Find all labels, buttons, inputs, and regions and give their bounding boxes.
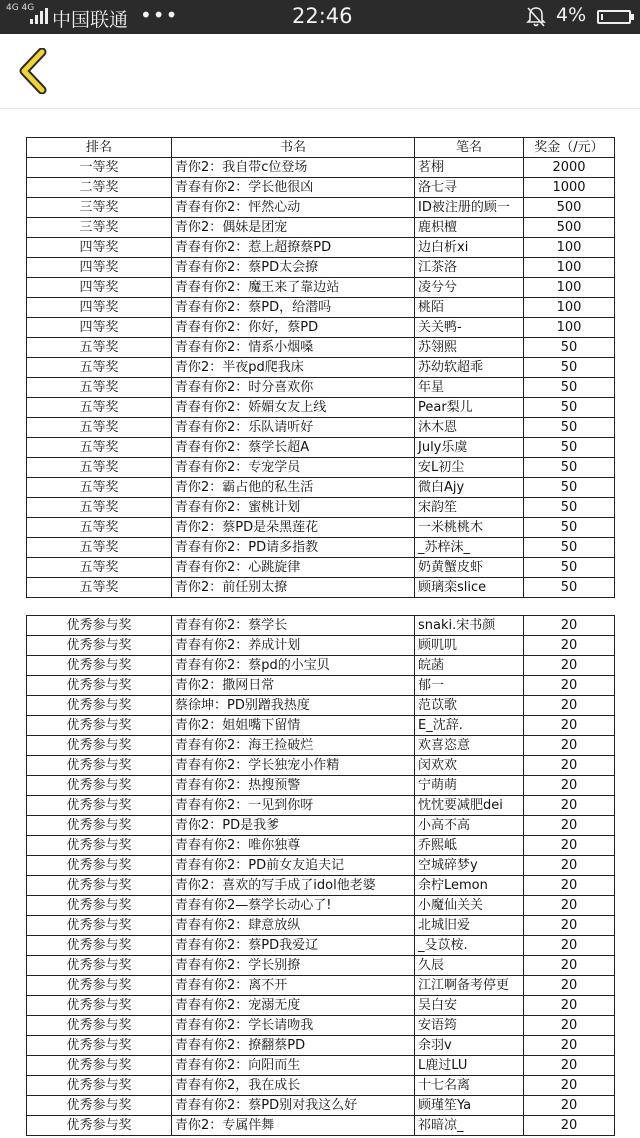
table-row <box>27 338 615 358</box>
table-row <box>27 258 615 278</box>
prize-cell: 20 <box>524 896 615 916</box>
prize-cell: 50 <box>524 518 615 538</box>
prize-cell: 1000 <box>524 178 615 198</box>
title-cell: 青春有你2：蔡PD太会撩 <box>172 258 415 278</box>
pen-name-cell: 余柠Lemon <box>415 876 524 896</box>
table-row <box>27 916 615 936</box>
table-row <box>27 358 615 378</box>
table-row <box>27 558 615 578</box>
title-cell: 青你2：霸占他的私生活 <box>172 478 415 498</box>
pen-name-cell: _殳苡桉. <box>415 936 524 956</box>
rank-cell: 优秀参与奖 <box>27 696 172 716</box>
rank-cell: 四等奖 <box>27 278 172 298</box>
rank-cell: 五等奖 <box>27 398 172 418</box>
prize-cell: 20 <box>524 956 615 976</box>
title-cell: 青春有你2：魔王来了靠边站 <box>172 278 415 298</box>
title-cell: 青你2：撒网日常 <box>172 676 415 696</box>
pen-name-cell: 微白Ajy <box>415 478 524 498</box>
participation-rows <box>27 616 615 1136</box>
ranking-sheet <box>26 137 614 1136</box>
rank-cell: 四等奖 <box>27 318 172 338</box>
pen-name-cell: 皖菡 <box>415 656 524 676</box>
rank-cell: 优秀参与奖 <box>27 1016 172 1036</box>
title-cell: 青春有你2：离不开 <box>172 976 415 996</box>
pen-name-cell: 闵欢欢 <box>415 756 524 776</box>
pen-name-cell: July乐虞 <box>415 438 524 458</box>
pen-name-cell: 顾瑾笙Ya <box>415 1096 524 1116</box>
title-cell: 青春有你2：宠溺无度 <box>172 996 415 1016</box>
title-cell: 青春有你2：学长别撩 <box>172 956 415 976</box>
rank-cell: 四等奖 <box>27 298 172 318</box>
rank-cell: 优秀参与奖 <box>27 1036 172 1056</box>
title-cell: 青你2：专属伴舞 <box>172 1116 415 1136</box>
table-row <box>27 956 615 976</box>
table-row <box>27 776 615 796</box>
rank-cell: 优秀参与奖 <box>27 736 172 756</box>
title-cell: 青你2：我自带c位登场 <box>172 158 415 178</box>
prize-cell: 20 <box>524 836 615 856</box>
pen-name-cell: 安语筠 <box>415 1016 524 1036</box>
prize-cell: 20 <box>524 916 615 936</box>
table-row <box>27 318 615 338</box>
rank-cell: 优秀参与奖 <box>27 816 172 836</box>
title-cell: 青春有你2：乐队请听好 <box>172 418 415 438</box>
pen-name-cell: 乔熙岻 <box>415 836 524 856</box>
pen-name-cell: 江茶洛 <box>415 258 524 278</box>
table-row <box>27 478 615 498</box>
prize-cell: 50 <box>524 378 615 398</box>
prize-cell: 50 <box>524 458 615 478</box>
prize-cell: 20 <box>524 676 615 696</box>
title-cell: 青春有你2：蔡pd的小宝贝 <box>172 656 415 676</box>
header-row <box>27 138 615 158</box>
rank-cell: 五等奖 <box>27 458 172 478</box>
prize-cell: 20 <box>524 1116 615 1136</box>
prize-cell: 20 <box>524 1056 615 1076</box>
chevron-left-icon[interactable] <box>14 48 54 94</box>
prize-cell: 20 <box>524 1076 615 1096</box>
table-row <box>27 836 615 856</box>
title-cell: 青春有你2：蔡学长超A <box>172 438 415 458</box>
title-cell: 青你2：偶妹是团宠 <box>172 218 415 238</box>
rank-cell: 五等奖 <box>27 338 172 358</box>
rank-cell: 优秀参与奖 <box>27 676 172 696</box>
table-row <box>27 616 615 636</box>
pen-name-cell: snaki.宋书颜 <box>415 616 524 636</box>
pen-name-cell: 关关鸭- <box>415 318 524 338</box>
prize-cell: 20 <box>524 936 615 956</box>
title-cell: 青春有你2：蜜桃计划 <box>172 498 415 518</box>
table-row <box>27 696 615 716</box>
rank-cell: 优秀参与奖 <box>27 996 172 1016</box>
table-row <box>27 976 615 996</box>
pen-name-cell: 范苡歌 <box>415 696 524 716</box>
rank-cell: 优秀参与奖 <box>27 876 172 896</box>
pen-name-cell: 小高不高 <box>415 816 524 836</box>
rank-cell: 优秀参与奖 <box>27 916 172 936</box>
prize-cell: 2000 <box>524 158 615 178</box>
table-row <box>27 1116 615 1136</box>
mute-bell-icon <box>526 6 546 28</box>
title-cell: 青春有你2—蔡学长动心了! <box>172 896 415 916</box>
prize-cell: 100 <box>524 238 615 258</box>
prize-cell: 500 <box>524 198 615 218</box>
prize-cell: 20 <box>524 876 615 896</box>
table-row <box>27 1036 615 1056</box>
table-row <box>27 636 615 656</box>
table-row <box>27 656 615 676</box>
prize-cell: 20 <box>524 656 615 676</box>
title-cell: 青春有你2：蔡学长 <box>172 616 415 636</box>
pen-name-cell: 苏幼软超乖 <box>415 358 524 378</box>
title-cell: 青你2：半夜pd爬我床 <box>172 358 415 378</box>
pen-name-cell: 余羽v <box>415 1036 524 1056</box>
pen-name-cell: 凌兮兮 <box>415 278 524 298</box>
col-pen-name-header: 笔名 <box>415 138 524 158</box>
rank-cell: 五等奖 <box>27 378 172 398</box>
pen-name-cell: 小魔仙关关 <box>415 896 524 916</box>
rank-cell: 优秀参与奖 <box>27 1116 172 1136</box>
table-row <box>27 1056 615 1076</box>
prize-cell: 50 <box>524 398 615 418</box>
rank-cell: 三等奖 <box>27 198 172 218</box>
title-cell: 青春有你2：蔡PD别对我这么好 <box>172 1096 415 1116</box>
clock: 22:46 <box>292 4 353 28</box>
pen-name-cell: ID被注册的顾一 <box>415 198 524 218</box>
title-cell: 青春有你2：养成计划 <box>172 636 415 656</box>
battery-icon <box>597 10 631 24</box>
rank-cell: 五等奖 <box>27 478 172 498</box>
title-cell: 青春有你2：怦然心动 <box>172 198 415 218</box>
table-row <box>27 1016 615 1036</box>
prize-cell: 20 <box>524 756 615 776</box>
pen-name-cell: 久辰 <box>415 956 524 976</box>
prize-cell: 50 <box>524 558 615 578</box>
prize-cell: 50 <box>524 338 615 358</box>
table-row <box>27 578 615 598</box>
pen-name-cell: 欢喜恣意 <box>415 736 524 756</box>
nav-bar <box>0 34 640 109</box>
rank-cell: 优秀参与奖 <box>27 1096 172 1116</box>
table-gap <box>26 598 614 615</box>
rank-cell: 五等奖 <box>27 518 172 538</box>
battery-cap <box>631 14 634 20</box>
prize-cell: 20 <box>524 976 615 996</box>
prize-cell: 100 <box>524 258 615 278</box>
pen-name-cell: 祁暗凉_ <box>415 1116 524 1136</box>
title-cell: 青你2：前任别太撩 <box>172 578 415 598</box>
rank-cell: 五等奖 <box>27 358 172 378</box>
rank-cell: 四等奖 <box>27 238 172 258</box>
prize-cell: 50 <box>524 438 615 458</box>
pen-name-cell: 苏翎熙 <box>415 338 524 358</box>
title-cell: 青春有你2：蔡PD，给潜吗 <box>172 298 415 318</box>
title-cell: 青春有你2：撩翻蔡PD <box>172 1036 415 1056</box>
table-row <box>27 756 615 776</box>
table-row <box>27 378 615 398</box>
prize-rows <box>27 158 615 598</box>
title-cell: 青春有你2：你好，蔡PD <box>172 318 415 338</box>
rank-cell: 优秀参与奖 <box>27 936 172 956</box>
prize-cell: 20 <box>524 856 615 876</box>
title-cell: 蔡徐坤：PD别蹭我热度 <box>172 696 415 716</box>
table-row <box>27 676 615 696</box>
rank-cell: 五等奖 <box>27 498 172 518</box>
title-cell: 青春有你2：肆意放纵 <box>172 916 415 936</box>
title-cell: 青春有你2：娇媚女友上线 <box>172 398 415 418</box>
table-row <box>27 298 615 318</box>
rank-cell: 五等奖 <box>27 418 172 438</box>
prize-cell: 50 <box>524 578 615 598</box>
table-row <box>27 996 615 1016</box>
table-row <box>27 538 615 558</box>
table-row <box>27 716 615 736</box>
rank-cell: 三等奖 <box>27 218 172 238</box>
rank-cell: 优秀参与奖 <box>27 836 172 856</box>
rank-cell: 优秀参与奖 <box>27 856 172 876</box>
table-row <box>27 278 615 298</box>
pen-name-cell: Pear梨儿 <box>415 398 524 418</box>
table-row <box>27 458 615 478</box>
pen-name-cell: 顾叽叽 <box>415 636 524 656</box>
title-cell: 青你2：蔡PD是朵黑莲花 <box>172 518 415 538</box>
rank-cell: 优秀参与奖 <box>27 616 172 636</box>
title-cell: 青春有你2：海王捡破烂 <box>172 736 415 756</box>
pen-name-cell: 空城碎梦y <box>415 856 524 876</box>
table-row <box>27 418 615 438</box>
title-cell: 青春有你2：心跳旋律 <box>172 558 415 578</box>
prize-cell: 50 <box>524 478 615 498</box>
title-cell: 青春有你2，我在成长 <box>172 1076 415 1096</box>
title-cell: 青春有你2：时分喜欢你 <box>172 378 415 398</box>
rank-cell: 四等奖 <box>27 258 172 278</box>
title-cell: 青春有你2：专宠学员 <box>172 458 415 478</box>
signal-icon <box>30 8 48 24</box>
title-cell: 青春有你2：学长请吻我 <box>172 1016 415 1036</box>
table-row <box>27 238 615 258</box>
pen-name-cell: 江江啊备考停更 <box>415 976 524 996</box>
rank-cell: 优秀参与奖 <box>27 1056 172 1076</box>
pen-name-cell: 奶黄蟹皮虾 <box>415 558 524 578</box>
prize-cell: 50 <box>524 498 615 518</box>
rank-cell: 优秀参与奖 <box>27 716 172 736</box>
prize-cell: 20 <box>524 736 615 756</box>
title-cell: 青春有你2：一见到你呀 <box>172 796 415 816</box>
pen-name-cell: 忱忱要减肥dei <box>415 796 524 816</box>
col-rank-header: 排名 <box>27 138 172 158</box>
pen-name-cell: 郁一 <box>415 676 524 696</box>
rank-cell: 五等奖 <box>27 578 172 598</box>
pen-name-cell: 宁萌萌 <box>415 776 524 796</box>
status-bar <box>0 0 640 34</box>
pen-name-cell: 鹿枳檀 <box>415 218 524 238</box>
more-dots: ••• <box>140 3 179 27</box>
network-type: 4G 4G <box>6 3 35 13</box>
pen-name-cell: 吴白安 <box>415 996 524 1016</box>
col-title-header: 书名 <box>172 138 415 158</box>
pen-name-cell: 北城旧爱 <box>415 916 524 936</box>
participation-table <box>26 615 615 1136</box>
rank-cell: 优秀参与奖 <box>27 756 172 776</box>
prize-cell: 500 <box>524 218 615 238</box>
table-row <box>27 796 615 816</box>
prize-cell: 20 <box>524 1096 615 1116</box>
pen-name-cell: _苏梓沫_ <box>415 538 524 558</box>
title-cell: 青春有你2：学长他很凶 <box>172 178 415 198</box>
prize-cell: 50 <box>524 358 615 378</box>
prize-cell: 20 <box>524 636 615 656</box>
rank-cell: 优秀参与奖 <box>27 636 172 656</box>
prize-cell: 20 <box>524 716 615 736</box>
table-row <box>27 816 615 836</box>
title-cell: 青春有你2：PD前女友追夫记 <box>172 856 415 876</box>
table-row <box>27 876 615 896</box>
title-cell: 青春有你2：惹上超撩蔡PD <box>172 238 415 258</box>
pen-name-cell: E_沈辞. <box>415 716 524 736</box>
prize-cell: 20 <box>524 696 615 716</box>
prize-cell: 20 <box>524 1016 615 1036</box>
rank-cell: 优秀参与奖 <box>27 976 172 996</box>
table-row <box>27 178 615 198</box>
pen-name-cell: 沐木恩 <box>415 418 524 438</box>
carrier-name: 中国联通 <box>52 9 129 31</box>
rank-cell: 五等奖 <box>27 558 172 578</box>
rank-cell: 五等奖 <box>27 538 172 558</box>
pen-name-cell: 年星 <box>415 378 524 398</box>
title-cell: 青春有你2：唯你独尊 <box>172 836 415 856</box>
prize-cell: 20 <box>524 1036 615 1056</box>
table-row <box>27 198 615 218</box>
title-cell: 青春有你2：向阳而生 <box>172 1056 415 1076</box>
battery-percent: 4% <box>556 4 587 26</box>
col-prize-header: 奖金（/元） <box>524 138 615 158</box>
prize-cell: 50 <box>524 418 615 438</box>
table-row <box>27 398 615 418</box>
prize-cell: 100 <box>524 318 615 338</box>
title-cell: 青你2：喜欢的写手成了idol他老婆 <box>172 876 415 896</box>
rank-cell: 优秀参与奖 <box>27 956 172 976</box>
pen-name-cell: 桃陌 <box>415 298 524 318</box>
table-row <box>27 158 615 178</box>
prize-cell: 20 <box>524 796 615 816</box>
pen-name-cell: L鹿过LU <box>415 1056 524 1076</box>
pen-name-cell: 安L初尘 <box>415 458 524 478</box>
title-cell: 青你2：姐姐嘴下留情 <box>172 716 415 736</box>
title-cell: 青春有你2：PD请多指教 <box>172 538 415 558</box>
title-cell: 青春有你2：蔡PD我爱辽 <box>172 936 415 956</box>
pen-name-cell: 边白析xi <box>415 238 524 258</box>
table-row <box>27 936 615 956</box>
pen-name-cell: 洛七寻 <box>415 178 524 198</box>
prize-cell: 20 <box>524 776 615 796</box>
prize-cell: 100 <box>524 278 615 298</box>
prize-cell: 20 <box>524 816 615 836</box>
table-row <box>27 498 615 518</box>
rank-cell: 优秀参与奖 <box>27 776 172 796</box>
table-row <box>27 218 615 238</box>
rank-cell: 优秀参与奖 <box>27 656 172 676</box>
table-row <box>27 736 615 756</box>
title-cell: 青你2：PD是我爹 <box>172 816 415 836</box>
rank-cell: 优秀参与奖 <box>27 1076 172 1096</box>
table-row <box>27 896 615 916</box>
prize-cell: 20 <box>524 616 615 636</box>
ranking-table <box>26 137 615 598</box>
rank-cell: 五等奖 <box>27 438 172 458</box>
prize-cell: 20 <box>524 996 615 1016</box>
title-cell: 青春有你2：学长独宠小作精 <box>172 756 415 776</box>
pen-name-cell: 宋韵笙 <box>415 498 524 518</box>
rank-cell: 一等奖 <box>27 158 172 178</box>
title-cell: 青春有你2：热搜预警 <box>172 776 415 796</box>
table-row <box>27 438 615 458</box>
title-cell: 青春有你2：情系小烟嗓 <box>172 338 415 358</box>
table-row <box>27 856 615 876</box>
table-row <box>27 1076 615 1096</box>
table-row <box>27 1096 615 1116</box>
rank-cell: 优秀参与奖 <box>27 896 172 916</box>
rank-cell: 二等奖 <box>27 178 172 198</box>
pen-name-cell: 茗栩 <box>415 158 524 178</box>
prize-cell: 100 <box>524 298 615 318</box>
prize-cell: 50 <box>524 538 615 558</box>
pen-name-cell: 一米桃桃木 <box>415 518 524 538</box>
pen-name-cell: 顾璃栾slice <box>415 578 524 598</box>
rank-cell: 优秀参与奖 <box>27 796 172 816</box>
pen-name-cell: 十七名离 <box>415 1076 524 1096</box>
table-row <box>27 518 615 538</box>
